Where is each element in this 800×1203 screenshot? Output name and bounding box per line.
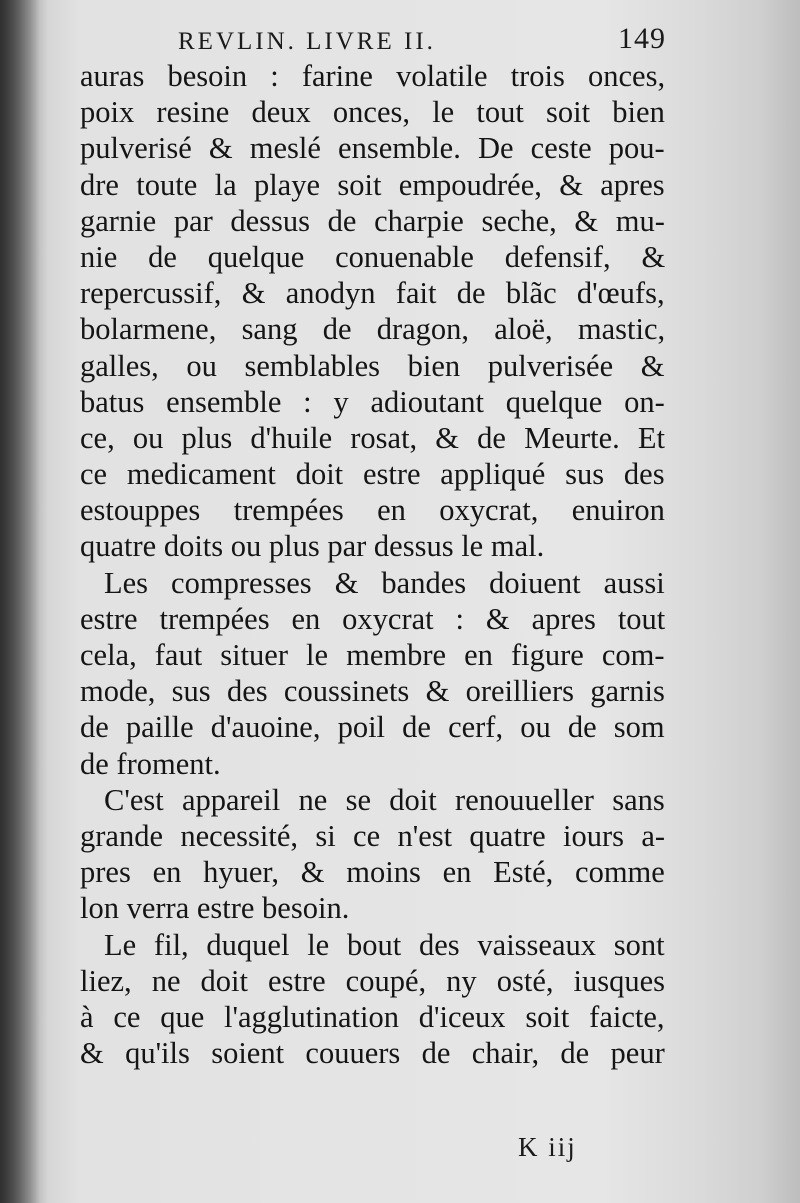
- text-line: Le fil, duquel le bout des vaisseaux sont: [104, 927, 665, 962]
- text-line: auras besoin : farine volatile trois onces,: [80, 59, 666, 93]
- text-line: poix resine deux onces, le tout soit bien: [80, 95, 665, 130]
- text-line: liez, ne doit estre coupé, ny osté, iusques: [80, 963, 666, 998]
- text-line: ce, ou plus d'huile rosat, & de Meurte. Et: [80, 420, 666, 455]
- text-line: garnie par dessus de charpie seche, & mu-: [80, 203, 665, 238]
- text-line: estouppes trempées en oxycrat, enuiron: [80, 493, 665, 528]
- signature-mark: K iij: [518, 1132, 577, 1162]
- text-line: estre trempées en oxycrat : & apres tout: [80, 601, 666, 636]
- text-line: cela, faut situer le membre en figure com-: [80, 638, 665, 672]
- text-line: de paille d'auoine, poil de cerf, ou de som: [80, 710, 665, 745]
- text-line: repercussif, & anodyn fait de blãc d'œufs,: [80, 276, 665, 311]
- text-line: de froment.: [80, 746, 221, 781]
- text-line: galles, ou semblables bien pulverisée &: [80, 348, 665, 383]
- text-line: lon verra estre besoin.: [80, 891, 350, 926]
- text-line: batus ensemble : y adioutant quelque on-: [80, 384, 665, 419]
- body-text: [80, 58, 670, 1071]
- text-line: mode, sus des coussinets & oreilliers garnis: [80, 674, 665, 709]
- text-line: à ce que l'agglutination d'iceux soit faicte,: [80, 999, 665, 1034]
- text-line: Les compresses & bandes doiuent aussi: [104, 565, 665, 600]
- text-line: dre toute la playe soit empoudrée, & apres: [80, 167, 665, 202]
- running-head: REVLIN. LIVRE II.: [178, 28, 436, 55]
- text-line: & qu'ils soient couuers de chair, de peur: [80, 1036, 665, 1071]
- text-line: pulverisé & meslé ensemble. De ceste pou-: [80, 131, 665, 166]
- text-line: grande necessité, si ce n'est quatre iours a-: [80, 818, 666, 853]
- text-line: pres en hyuer, & moins en Esté, comme: [80, 855, 665, 890]
- text-line: quatre doits ou plus par dessus le mal.: [80, 529, 545, 564]
- gutter-shadow: [0, 0, 40, 1203]
- text-line: bolarmene, sang de dragon, aloë, mastic,: [80, 312, 666, 347]
- text-line: nie de quelque conuenable defensif, &: [80, 239, 666, 274]
- text-line: C'est appareil ne se doit renouueller sans: [104, 782, 665, 817]
- page-header: [178, 22, 678, 62]
- page-number: 149: [618, 22, 666, 55]
- text-line: ce medicament doit estre appliqué sus des: [80, 457, 665, 492]
